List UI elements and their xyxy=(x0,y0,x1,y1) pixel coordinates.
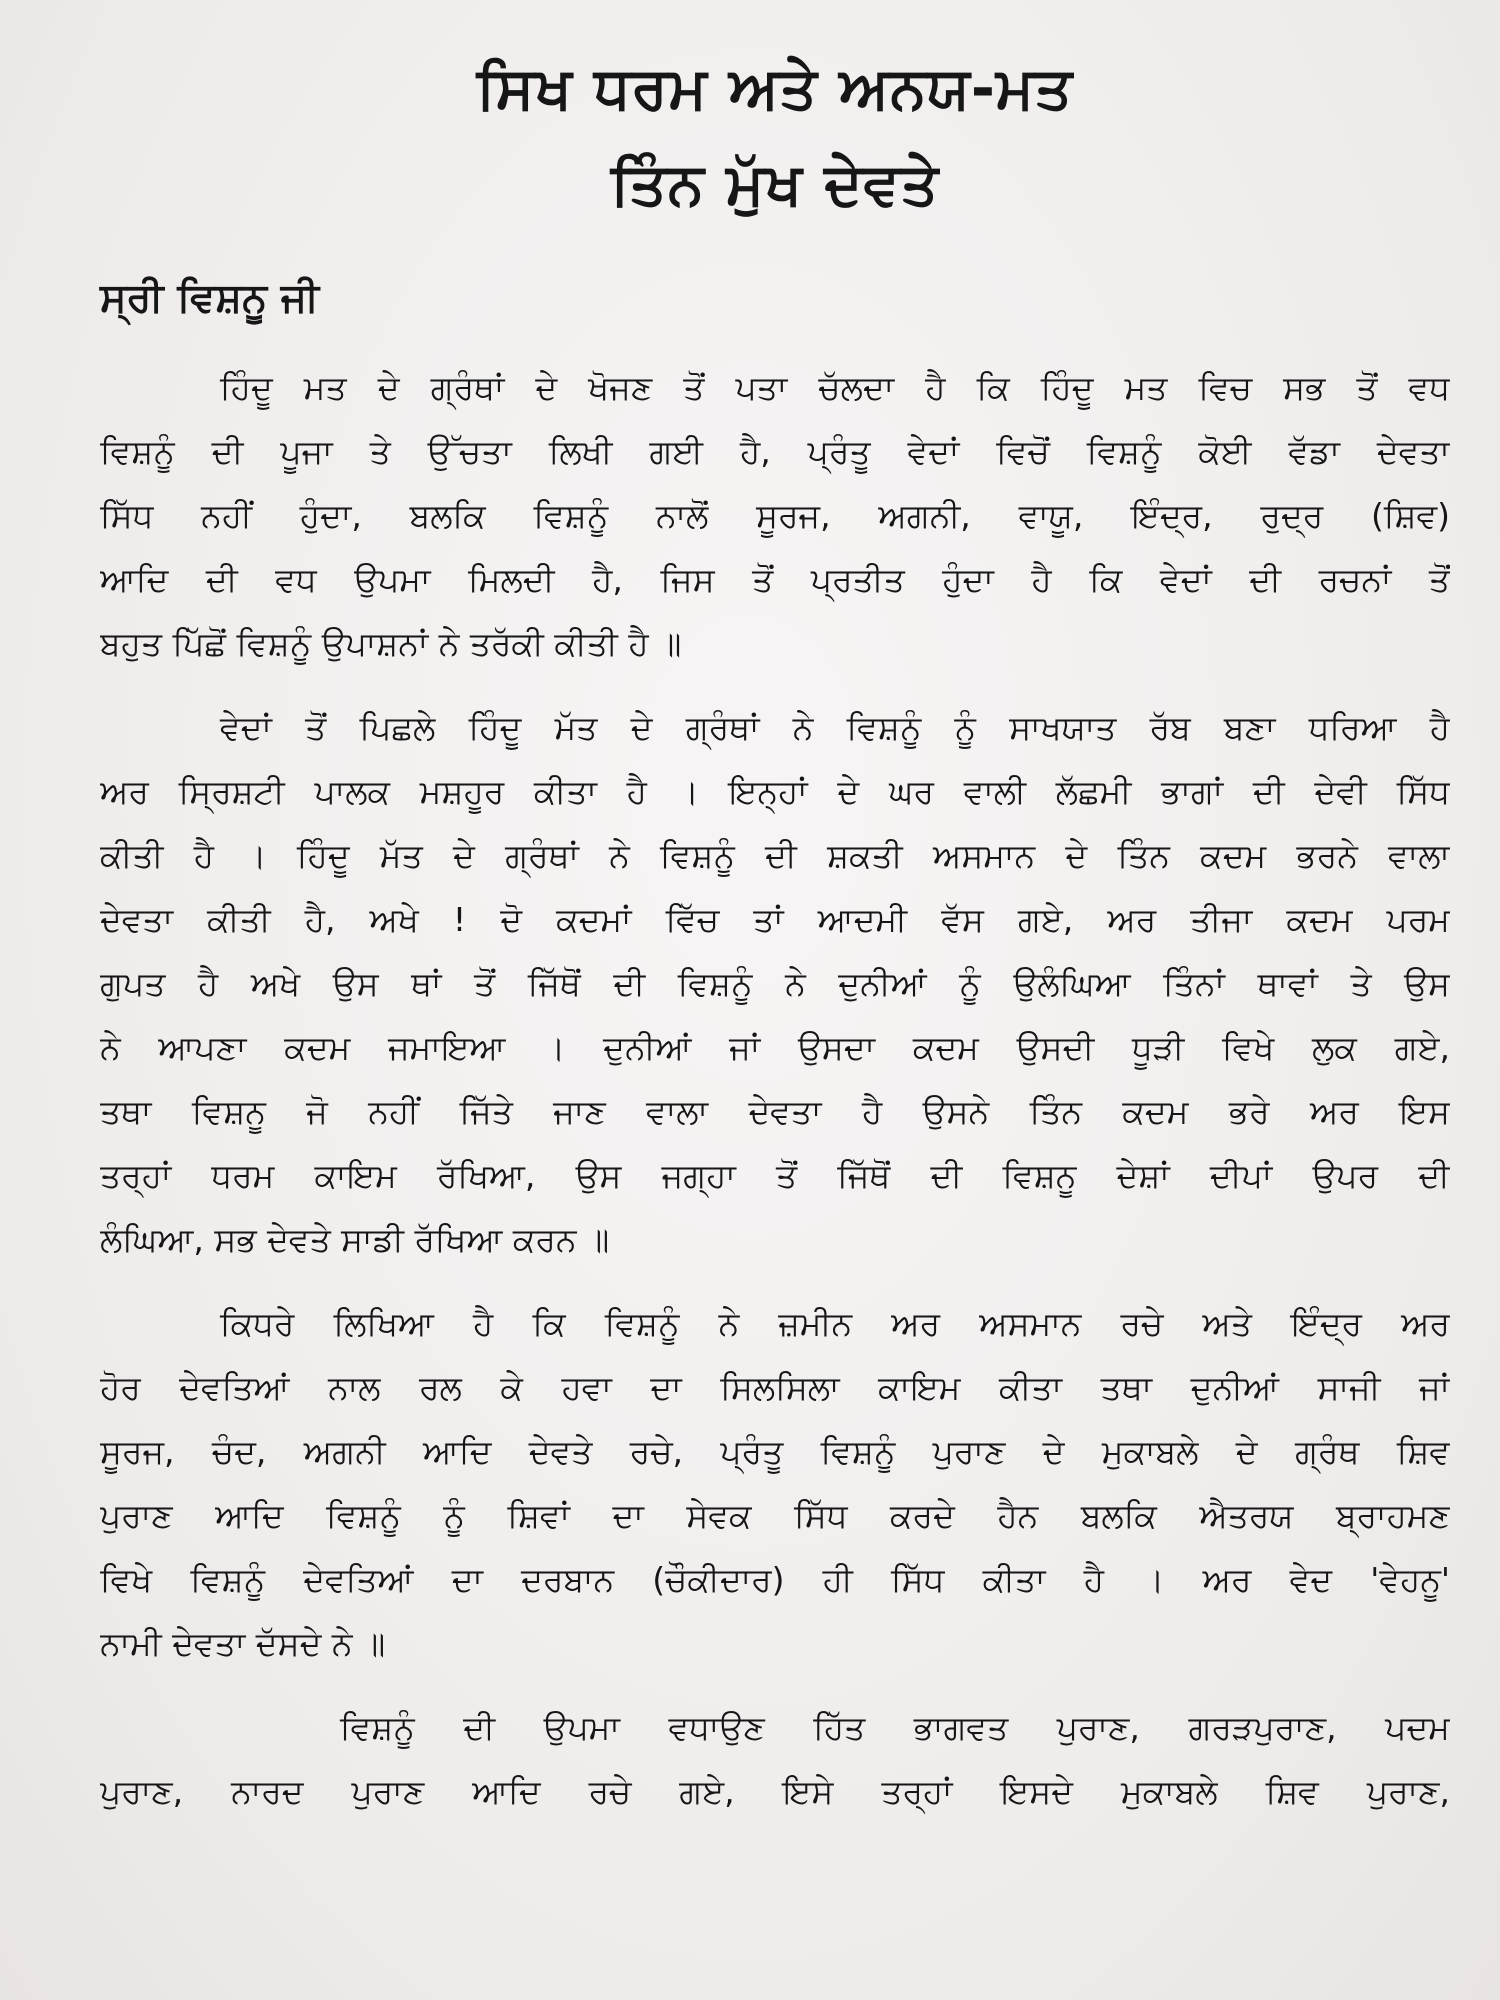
text-line: ਦੇਵਤਾ ਕੀਤੀ ਹੈ, ਅਖੇ ! ਦੋ ਕਦਮਾਂ ਵਿੱਚ ਤਾਂ ਆਦਮੀ ਵੱਸ ਗਏ, ਅਰ ਤੀਜਾ ਕਦਮ ਪਰਮ xyxy=(100,900,1450,939)
page-title xyxy=(100,40,1450,232)
text-line: ਵੇਦਾਂ ਤੋਂ ਪਿਛਲੇ ਹਿੰਦੂ ਮੱਤ ਦੇ ਗ੍ਰੰਥਾਂ ਨੇ ਵਿਸ਼ਨੂੰ ਨੂੰ ਸਾਖਯਾਤ ਰੱਬ ਬਣਾ ਧਰਿਆ ਹੈ xyxy=(220,708,1450,747)
paragraph-2 xyxy=(100,696,1450,1272)
section-heading: ਸ੍ਰੀ ਵਿਸ਼ਨੂ ਜੀ xyxy=(100,275,320,321)
text-line: ਵਿਖੇ ਵਿਸ਼ਨੂੰ ਦੇਵਤਿਆਂ ਦਾ ਦਰਬਾਨ (ਚੌਕੀਦਾਰ) ਹੀ ਸਿੱਧ ਕੀਤਾ ਹੈ । ਅਰ ਵੇਦ 'ਵੇਹਨੂ' xyxy=(100,1560,1450,1599)
text-line: ਸੂਰਜ, ਚੰਦ, ਅਗਨੀ ਆਦਿ ਦੇਵਤੇ ਰਚੇ, ਪ੍ਰੰਤੂ ਵਿਸ਼ਨੂੰ ਪੁਰਾਣ ਦੇ ਮੁਕਾਬਲੇ ਦੇ ਗ੍ਰੰਥ ਸ਼ਿਵ xyxy=(100,1432,1450,1471)
text-line: ਆਦਿ ਦੀ ਵਧ ਉਪਮਾ ਮਿਲਦੀ ਹੈ, ਜਿਸ ਤੋਂ ਪ੍ਰਤੀਤ ਹੁੰਦਾ ਹੈ ਕਿ ਵੇਦਾਂ ਦੀ ਰਚਨਾਂ ਤੋਂ xyxy=(100,560,1450,599)
text-line: ਵਿਸ਼ਨੂੰ ਦੀ ਪੂਜਾ ਤੇ ਉੱਚਤਾ ਲਿਖੀ ਗਈ ਹੈ, ਪ੍ਰੰਤੂ ਵੇਦਾਂ ਵਿਚੋਂ ਵਿਸ਼ਨੂੰ ਕੋਈ ਵੱਡਾ ਦੇਵਤਾ xyxy=(100,432,1450,471)
text-line: ਬਹੁਤ ਪਿੱਛੋਂ ਵਿਸ਼ਨੂੰ ਉਪਾਸ਼ਨਾਂ ਨੇ ਤਰੱਕੀ ਕੀਤੀ ਹੈ ॥ xyxy=(100,624,682,663)
paragraph-1 xyxy=(100,356,1450,676)
text-line: ਵਿਸ਼ਨੂੰ ਦੀ ਉਪਮਾ ਵਧਾਉਣ ਹਿੱਤ ਭਾਗਵਤ ਪੁਰਾਣ, ਗਰੜਪੁਰਾਣ, ਪਦਮ xyxy=(340,1708,1450,1747)
text-line: ਨੇ ਆਪਣਾ ਕਦਮ ਜਮਾਇਆ । ਦੁਨੀਆਂ ਜਾਂ ਉਸਦਾ ਕਦਮ ਉਸਦੀ ਧੂੜੀ ਵਿਖੇ ਲੁਕ ਗਏ, xyxy=(100,1028,1450,1067)
text-line: ਤਰ੍ਹਾਂ ਧਰਮ ਕਾਇਮ ਰੱਖਿਆ, ਉਸ ਜਗ੍ਹਾ ਤੋਂ ਜਿੱਥੋਂ ਦੀ ਵਿਸ਼ਨੂ ਦੇਸ਼ਾਂ ਦੀਪਾਂ ਉਪਰ ਦੀ xyxy=(100,1156,1450,1195)
title-line-2: ਤਿੰਨ ਮੁੱਖ ਦੇਵਤੇ xyxy=(610,150,940,218)
paragraph-4 xyxy=(100,1696,1450,1824)
text-line: ਕਿਧਰੇ ਲਿਖਿਆ ਹੈ ਕਿ ਵਿਸ਼ਨੂੰ ਨੇ ਜ਼ਮੀਨ ਅਰ ਅਸਮਾਨ ਰਚੇ ਅਤੇ ਇੰਦ੍ਰ ਅਰ xyxy=(220,1304,1450,1343)
text-line: ਗੁਪਤ ਹੈ ਅਖੇ ਉਸ ਥਾਂ ਤੋਂ ਜਿੱਥੋਂ ਦੀ ਵਿਸ਼ਨੂੰ ਨੇ ਦੁਨੀਆਂ ਨੂੰ ਉਲੰਘਿਆ ਤਿੰਨਾਂ ਥਾਵਾਂ ਤੇ ਉਸ xyxy=(100,964,1450,1003)
text-line: ਅਰ ਸ੍ਰਿਸ਼ਟੀ ਪਾਲਕ ਮਸ਼ਹੂਰ ਕੀਤਾ ਹੈ । ਇਨ੍ਹਾਂ ਦੇ ਘਰ ਵਾਲੀ ਲੱਛਮੀ ਭਾਗਾਂ ਦੀ ਦੇਵੀ ਸਿੱਧ xyxy=(100,772,1450,811)
text-line: ਸਿੱਧ ਨਹੀਂ ਹੁੰਦਾ, ਬਲਕਿ ਵਿਸ਼ਨੂੰ ਨਾਲੋਂ ਸੂਰਜ, ਅਗਨੀ, ਵਾਯੂ, ਇੰਦ੍ਰ, ਰੁਦ੍ਰ (ਸ਼ਿਵ) xyxy=(100,496,1450,535)
text-line: ਹਿੰਦੂ ਮਤ ਦੇ ਗ੍ਰੰਥਾਂ ਦੇ ਖੋਜਣ ਤੋਂ ਪਤਾ ਚੱਲਦਾ ਹੈ ਕਿ ਹਿੰਦੂ ਮਤ ਵਿਚ ਸਭ ਤੋਂ ਵਧ xyxy=(220,368,1450,407)
text-line: ਤਥਾ ਵਿਸ਼ਨੂ ਜੋ ਨਹੀਂ ਜਿੱਤੇ ਜਾਣ ਵਾਲਾ ਦੇਵਤਾ ਹੈ ਉਸਨੇ ਤਿੰਨ ਕਦਮ ਭਰੇ ਅਰ ਇਸ xyxy=(100,1092,1450,1131)
text-line: ਕੀਤੀ ਹੈ । ਹਿੰਦੂ ਮੱਤ ਦੇ ਗ੍ਰੰਥਾਂ ਨੇ ਵਿਸ਼ਨੂੰ ਦੀ ਸ਼ਕਤੀ ਅਸਮਾਨ ਦੇ ਤਿੰਨ ਕਦਮ ਭਰਨੇ ਵਾਲਾ xyxy=(100,836,1450,875)
text-line: ਨਾਮੀ ਦੇਵਤਾ ਦੱਸਦੇ ਨੇ ॥ xyxy=(100,1624,386,1663)
text-line: ਪੁਰਾਣ, ਨਾਰਦ ਪੁਰਾਣ ਆਦਿ ਰਚੇ ਗਏ, ਇਸੇ ਤਰ੍ਹਾਂ ਇਸਦੇ ਮੁਕਾਬਲੇ ਸ਼ਿਵ ਪੁਰਾਣ, xyxy=(100,1772,1450,1811)
title-line-1: ਸਿਖ ਧਰਮ ਅਤੇ ਅਨਯ-ਮਤ xyxy=(476,54,1074,122)
text-line: ਪੁਰਾਣ ਆਦਿ ਵਿਸ਼ਨੂੰ ਨੂੰ ਸ਼ਿਵਾਂ ਦਾ ਸੇਵਕ ਸਿੱਧ ਕਰਦੇ ਹੈਨ ਬਲਕਿ ਐਤਰਯ ਬ੍ਰਾਹਮਣ xyxy=(100,1496,1450,1535)
text-line: ਹੋਰ ਦੇਵਤਿਆਂ ਨਾਲ ਰਲ ਕੇ ਹਵਾ ਦਾ ਸਿਲਸਿਲਾ ਕਾਇਮ ਕੀਤਾ ਤਥਾ ਦੁਨੀਆਂ ਸਾਜੀ ਜਾਂ xyxy=(100,1368,1450,1407)
paragraph-3 xyxy=(100,1292,1450,1676)
text-line: ਲੰਘਿਆ, ਸਭ ਦੇਵਤੇ ਸਾਡੀ ਰੱਖਿਆ ਕਰਨ ॥ xyxy=(100,1220,610,1259)
